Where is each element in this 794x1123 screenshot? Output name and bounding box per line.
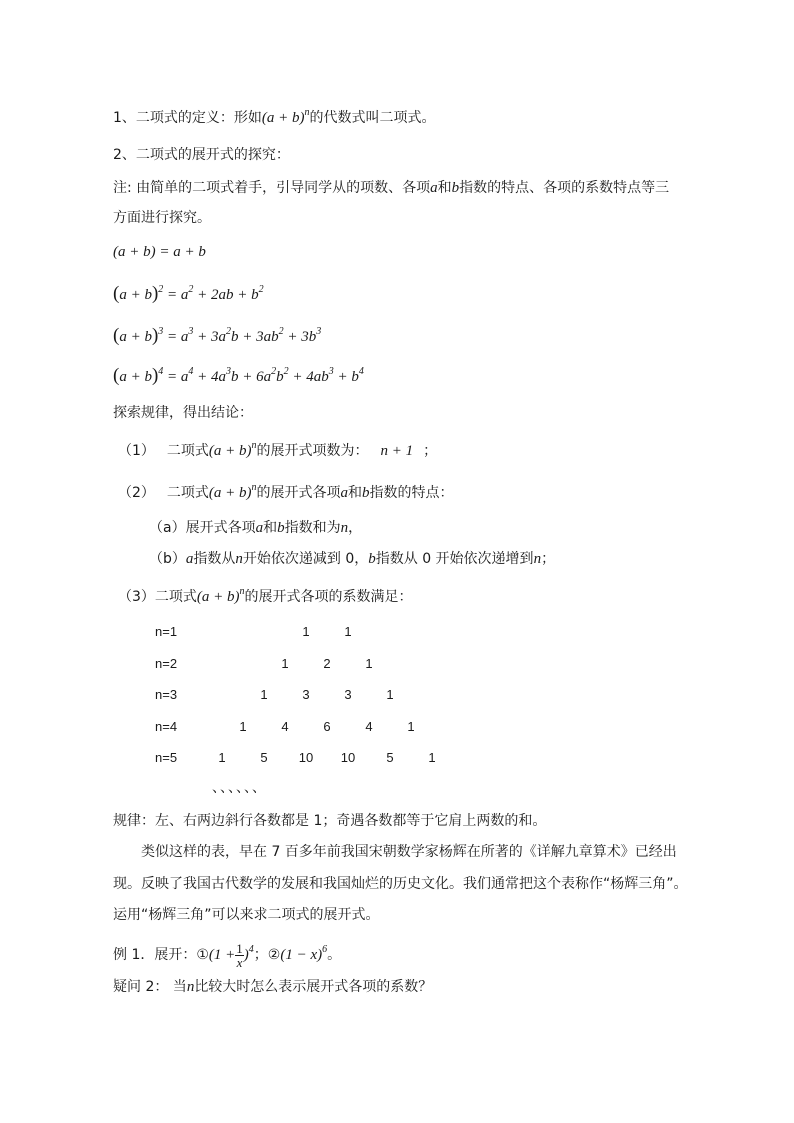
conclusion-2a: （a）展开式各项a和b指数和为n，: [149, 520, 363, 536]
expansion-4: $(a + b)^4 = a^4 + 4a^3b + 6a^2b^2 + 4ab^3 + b^4$: [113, 365, 364, 386]
triangle-coefficient: 1: [281, 655, 289, 671]
triangle-row-label: n=4: [155, 718, 178, 734]
conclusion-2: （2） 二项式$(a + b)^n$的展开式各项a和b指数的特点：: [118, 482, 454, 501]
triangle-coefficient: 1: [260, 687, 268, 702]
triangle-row-label: n=2: [155, 655, 178, 671]
history-para-line-1: 类似这样的表，早在 7 百多年前我国宋朝数学家杨辉在所著的《详解九章算术》已经出: [141, 844, 677, 860]
note-line-1: 注: 由简单的二项式着手，引导同学从的项数、各项a和b指数的特点、各项的系数特点等三: [113, 180, 670, 196]
rule-line: 规律：左、右两边斜行各数都是 1；奇遇各数都等于它肩上两数的和。: [113, 813, 547, 829]
example-expression-1: (1 + $\frac{1}{x}$ )$^4$: [208, 941, 254, 971]
binomial-expression: $(a + b)^n$: [261, 107, 310, 126]
triangle-row-label: n=3: [155, 687, 178, 702]
triangle-coefficient: 3: [344, 687, 352, 702]
history-para-line-2: 现。反映了我国古代数学的发展和我国灿烂的历史文化。我们通常把这个表称作“杨辉三角”。: [113, 876, 688, 892]
triangle-coefficient: 5: [386, 750, 394, 765]
triangle-coefficient: 1: [302, 624, 310, 639]
conclusion-3: （3）二项式$(a + b)^n$的展开式各项的系数满足：: [118, 586, 413, 605]
triangle-coefficient: 10: [298, 750, 314, 765]
explore-heading: 探索规律，得出结论：: [113, 405, 253, 421]
conclusion-1: （1） 二项式$(a + b)^n$的展开式项数为： n + 1 ；: [118, 440, 438, 459]
triangle-coefficient: 4: [281, 718, 289, 734]
triangle-coefficient: 1: [239, 718, 247, 734]
triangle-coefficient: 1: [344, 624, 352, 639]
definition-prefix: 1、二项式的定义：形如: [113, 110, 262, 126]
triangle-coefficient: 1: [218, 750, 226, 765]
expansion-2: $(a + b)^2 = a^2 + 2ab + b^2$: [113, 283, 264, 304]
triangle-coefficient: 10: [340, 750, 356, 765]
triangle-row-label: n=5: [155, 750, 178, 765]
triangle-row-label: n=1: [155, 624, 178, 639]
triangle-coefficient: 2: [323, 655, 331, 671]
definition-line: [113, 108, 436, 128]
expansion-1: (a + b) = a + b: [113, 244, 206, 260]
triangle-coefficient: 1: [428, 750, 436, 765]
conclusion-2b: （b）a指数从n开始依次递减到 0，b指数从 0 开始依次递增到n；: [149, 551, 556, 567]
example-1: 例 1．展开：①(1 + $\frac{1}{x}$ )$^4$；②(1 − x)$^6$。: [113, 941, 342, 971]
note-line-2: 方面进行探究。: [113, 210, 211, 226]
definition-suffix: 的代数式叫二项式。: [309, 110, 436, 126]
triangle-ellipsis: 、、、、、、: [212, 780, 267, 796]
triangle-coefficient: 6: [323, 718, 331, 734]
question-2: 疑问 2： 当n比较大时怎么表示展开式各项的系数？: [113, 979, 433, 995]
term-count: n + 1: [380, 443, 414, 459]
expansion-3: $(a + b)^3 = a^3 + 3a^2b + 3ab^2 + 3b^3$: [113, 325, 322, 346]
section-2-heading: 2、二项式的展开式的探究：: [113, 147, 290, 163]
triangle-coefficient: 1: [365, 655, 373, 671]
triangle-coefficient: 5: [260, 750, 268, 765]
triangle-coefficient: 1: [407, 718, 415, 734]
triangle-coefficient: 1: [386, 687, 394, 702]
example-expression-2: $(1 - x)^6$: [280, 944, 328, 963]
history-para-line-3: 运用“杨辉三角”可以来求二项式的展开式。: [113, 907, 380, 923]
triangle-coefficient: 3: [302, 687, 310, 702]
triangle-coefficient: 4: [365, 718, 373, 734]
